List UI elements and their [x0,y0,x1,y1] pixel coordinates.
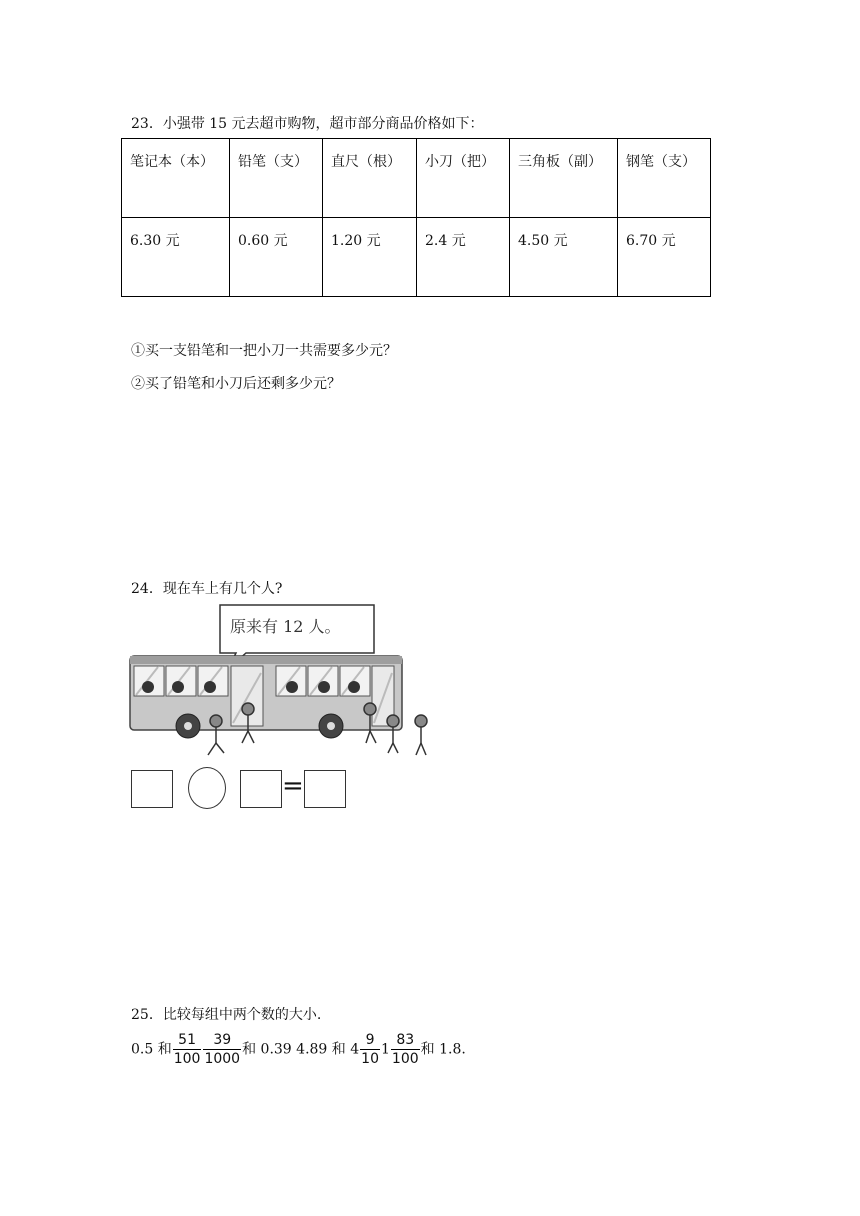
answer-box-1[interactable] [131,770,173,808]
numerator: 83 [396,1032,415,1048]
speech-bubble-text: 原来有 12 人。 [230,617,341,636]
fraction [173,1033,202,1066]
table-header-cell: 笔记本（本） [122,139,230,218]
denominator: 100 [173,1051,201,1067]
price-table [121,138,711,297]
table-header-cell: 三角板（副） [510,139,618,218]
numerator: 51 [178,1032,196,1048]
table-header-cell: 铅笔（支） [230,139,323,218]
table-header-cell: 钢笔（支） [618,139,711,218]
table-header-cell: 直尺（根） [323,139,417,218]
denominator: 100 [391,1051,419,1067]
operator-circle[interactable] [188,767,226,809]
q25-title: 25．比较每组中两个数的大小. [131,1007,322,1023]
equals-sign: = [282,771,304,801]
table-price-cell: 4.50 元 [510,218,618,297]
answer-box-2[interactable] [240,770,282,808]
table-price-cell: 6.70 元 [618,218,711,297]
q23-subquestion-2: ②买了铅笔和小刀后还剩多少元？ [131,376,341,392]
denominator: 10 [361,1051,379,1067]
denominator: 1000 [204,1051,241,1067]
table-price-row [122,218,711,297]
fraction [203,1033,241,1066]
text-segment: 1 [380,1041,390,1058]
numerator: 9 [365,1032,375,1048]
fraction [360,1033,380,1066]
q23-title: 23．小强带 15 元去超市购物，超市部分商品价格如下： [131,116,484,132]
q25-comparisons [131,1033,466,1066]
table-header-row [122,139,711,218]
answer-box-result[interactable] [304,770,346,808]
text-segment: 和 0.39 4.89 和 4 [242,1041,360,1058]
q24-title: 24．现在车上有几个人? [131,581,283,597]
fraction [391,1033,420,1066]
text-segment: 0.5 和 [131,1041,172,1058]
q23-subquestion-1: ①买一支铅笔和一把小刀一共需要多少元？ [131,343,397,359]
table-price-cell: 0.60 元 [230,218,323,297]
table-price-cell: 2.4 元 [417,218,510,297]
bus-illustration [128,603,446,765]
table-price-cell: 6.30 元 [122,218,230,297]
table-header-cell: 小刀（把） [417,139,510,218]
text-segment: 和 1.8. [420,1041,466,1058]
table-price-cell: 1.20 元 [323,218,417,297]
numerator: 39 [213,1032,232,1048]
